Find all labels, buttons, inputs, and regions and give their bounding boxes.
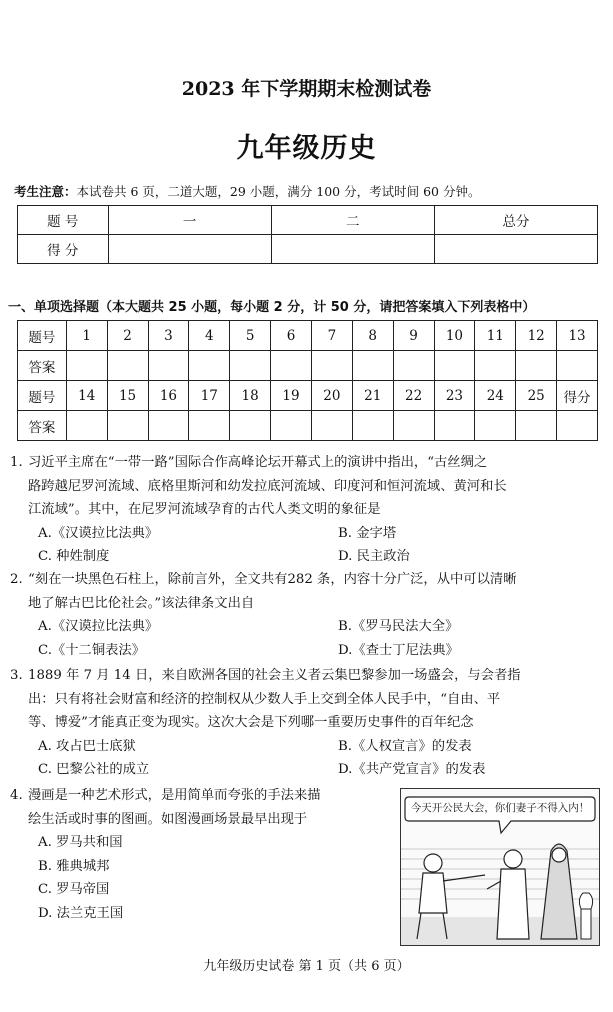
question-number: 17 <box>189 381 230 411</box>
question-text: 江流域”。其中，在尼罗河流域孕育的古代人类文明的象征是 <box>28 502 381 517</box>
answer-cell[interactable] <box>516 411 557 441</box>
score-table-header: 一 <box>108 206 271 235</box>
answer-cell[interactable] <box>66 411 107 441</box>
question-1 <box>10 451 600 569</box>
question-number: 3. <box>10 668 23 683</box>
answer-cell[interactable] <box>393 411 434 441</box>
option-b[interactable]: B.《人权宣言》的发表 <box>338 738 472 754</box>
answer-table-label: 题号 <box>18 381 67 411</box>
question-number: 12 <box>516 321 557 351</box>
question-number: 21 <box>352 381 393 411</box>
question-number: 1 <box>66 321 107 351</box>
question-text: 地了解古巴比伦社会。”该法律条文出自 <box>28 595 255 611</box>
answer-row-label: 答案 <box>18 351 67 381</box>
notice-label: 考生注意： <box>14 184 77 199</box>
question-number: 25 <box>516 381 557 411</box>
score-table-label: 得 分 <box>18 235 109 264</box>
question-number: 23 <box>434 381 475 411</box>
answer-cell[interactable] <box>230 351 271 381</box>
answer-cell[interactable] <box>311 351 352 381</box>
answer-cell[interactable] <box>557 351 598 381</box>
question-number: 11 <box>475 321 516 351</box>
answer-cell[interactable] <box>107 351 148 381</box>
question-number: 19 <box>271 381 312 411</box>
option-a[interactable]: A. 罗马共和国 <box>38 835 123 850</box>
notice-text: 本试卷共 6 页，二道大题，29 小题，满分 100 分，考试时间 60 分钟。 <box>76 184 481 199</box>
score-table-header: 二 <box>271 206 434 235</box>
cartoon-illustration <box>400 788 600 946</box>
question-number: 20 <box>311 381 352 411</box>
option-a[interactable]: A.《汉谟拉比法典》 <box>38 525 159 541</box>
question-number: 2 <box>107 321 148 351</box>
answer-cell[interactable] <box>148 411 189 441</box>
question-number: 13 <box>557 321 598 351</box>
answer-cell[interactable] <box>66 351 107 381</box>
answer-table <box>17 320 598 441</box>
score-cell[interactable] <box>557 411 598 441</box>
answer-cell[interactable] <box>148 351 189 381</box>
question-number: 3 <box>148 321 189 351</box>
question-text: 漫画是一种艺术形式，是用简单而夸张的手法来描 <box>28 788 321 803</box>
answer-cell[interactable] <box>434 351 475 381</box>
question-number: 9 <box>393 321 434 351</box>
question-number: 1. <box>10 455 23 470</box>
question-number: 14 <box>66 381 107 411</box>
question-text: 出：只有将社会财富和经济的控制权从少数人手上交到全体人民手中，“自由、平 <box>28 691 501 707</box>
question-2 <box>10 568 600 662</box>
answer-cell[interactable] <box>107 411 148 441</box>
option-c[interactable]: C. 巴黎公社的成立 <box>38 762 150 777</box>
question-number: 5 <box>230 321 271 351</box>
option-b[interactable]: B. 雅典城邦 <box>38 858 110 874</box>
question-number: 24 <box>475 381 516 411</box>
option-d[interactable]: D. 法兰克王国 <box>38 905 124 921</box>
answer-cell[interactable] <box>475 411 516 441</box>
answer-cell[interactable] <box>271 411 312 441</box>
option-a[interactable]: A. 攻占巴士底狱 <box>38 738 136 754</box>
question-number: 22 <box>393 381 434 411</box>
answer-row-label: 答案 <box>18 411 67 441</box>
question-text: “刻在一块黑色石柱上，除前言外，全文共有282 条，内容十分广泛，从中可以清晰 <box>28 572 517 587</box>
option-c[interactable]: C. 罗马帝国 <box>38 882 110 897</box>
exam-notice <box>14 182 480 200</box>
question-text: 1889 年 7 月 14 日，来自欧洲各国的社会主义者云集巴黎参加一场盛会，与会者指 <box>28 668 521 683</box>
option-b[interactable]: B.《罗马民法大全》 <box>338 619 459 634</box>
score-label: 得分 <box>557 381 598 411</box>
option-b[interactable]: B. 金字塔 <box>338 525 397 541</box>
option-c[interactable]: C.《十二铜表法》 <box>38 642 146 658</box>
page-footer: 九年级历史试卷 第 1 页（共 6 页） <box>203 959 410 974</box>
answer-cell[interactable] <box>352 411 393 441</box>
question-3 <box>10 664 600 782</box>
option-c[interactable]: C. 种姓制度 <box>38 549 110 564</box>
answer-cell[interactable] <box>311 411 352 441</box>
answer-cell[interactable] <box>189 351 230 381</box>
score-cell[interactable] <box>271 235 434 264</box>
question-text: 绘生活或时事的图画。如图漫画场景最早出现于 <box>28 811 308 827</box>
question-number: 10 <box>434 321 475 351</box>
question-number: 8 <box>352 321 393 351</box>
subject-title: 九年级历史 <box>236 133 377 164</box>
answer-table-label: 题号 <box>18 321 67 351</box>
question-number: 6 <box>271 321 312 351</box>
answer-cell[interactable] <box>516 351 557 381</box>
answer-cell[interactable] <box>475 351 516 381</box>
option-d[interactable]: D.《查士丁尼法典》 <box>338 642 459 658</box>
score-cell[interactable] <box>108 235 271 264</box>
answer-cell[interactable] <box>352 351 393 381</box>
score-cell[interactable] <box>434 235 597 264</box>
answer-cell[interactable] <box>393 351 434 381</box>
answer-cell[interactable] <box>230 411 271 441</box>
question-number: 4 <box>189 321 230 351</box>
option-a[interactable]: A.《汉谟拉比法典》 <box>38 619 159 634</box>
score-table-header: 题 号 <box>18 206 109 235</box>
score-table <box>17 205 598 264</box>
question-number: 2. <box>10 572 23 587</box>
question-text: 路跨越尼罗河流域、底格里斯河和幼发拉底河流域、印度河和恒河流域、黄河和长 <box>28 478 507 494</box>
question-number: 18 <box>230 381 271 411</box>
question-number: 7 <box>311 321 352 351</box>
section1-heading: 一、单项选择题（本大题共 25 小题，每小题 2 分，计 50 分，请把答案填入下列表格中） <box>8 300 536 315</box>
question-text: 等、博爱”才能真正变为现实。这次大会是下列哪一重要历史事件的百年纪念 <box>28 715 474 730</box>
exam-title: 2023 年下学期期末检测试卷 <box>181 78 432 100</box>
cartoon-caption: 今天开公民大会，你们妻子不得入内！ <box>410 802 590 814</box>
answer-cell[interactable] <box>434 411 475 441</box>
question-number: 15 <box>107 381 148 411</box>
option-d[interactable]: D. 民主政治 <box>338 549 410 564</box>
question-4 <box>10 784 395 925</box>
answer-cell[interactable] <box>271 351 312 381</box>
question-number: 16 <box>148 381 189 411</box>
question-number: 4. <box>10 788 23 803</box>
question-text: 习近平主席在“一带一路”国际合作高峰论坛开幕式上的演讲中指出，“古丝绸之 <box>28 455 488 470</box>
answer-cell[interactable] <box>189 411 230 441</box>
score-table-header: 总分 <box>434 206 597 235</box>
option-d[interactable]: D.《共产党宣言》的发表 <box>338 762 486 777</box>
